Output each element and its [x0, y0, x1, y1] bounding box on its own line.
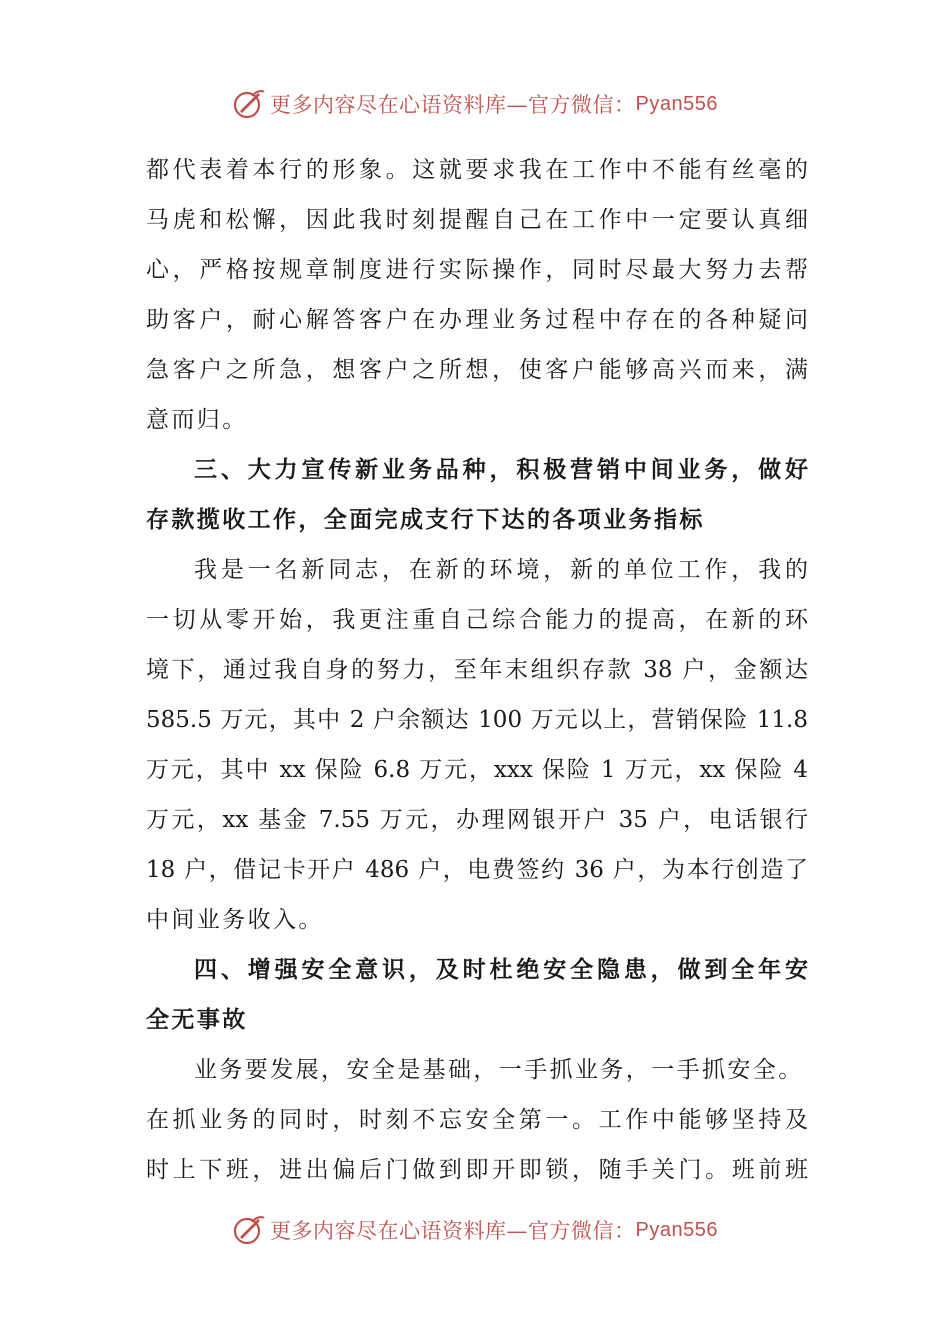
- paragraph-line: 业务要发展，安全是基础，一手抓业务，一手抓安全。: [194, 1057, 804, 1083]
- header-watermark: [0, 84, 950, 124]
- paragraph-line: 心，严格按规章制度进行实际操作，同时尽最大努力去帮: [146, 257, 808, 283]
- paragraph-line: 万元，xx 基金 7.55 万元，办理网银开户 35 户，电话银行: [146, 807, 808, 833]
- paragraph-line: 在抓业务的同时，时刻不忘安全第一。工作中能够坚持及: [146, 1107, 808, 1133]
- paragraph-line: 境下，通过我自身的努力，至年末组织存款 38 户，金额达: [146, 657, 808, 683]
- paragraph-line: 585.5 万元，其中 2 户余额达 100 万元以上，营销保险 11.8: [146, 707, 808, 733]
- paragraph-line: 万元，其中 xx 保险 6.8 万元，xxx 保险 1 万元，xx 保险 4: [146, 757, 808, 783]
- watermark-wechat-id: Pyan556: [635, 1218, 718, 1241]
- paragraph-line: 助客户，耐心解答客户在办理业务过程中存在的各种疑问: [146, 307, 808, 333]
- section-heading: 存款揽收工作，全面完成支行下达的各项业务指标: [146, 507, 705, 533]
- paragraph-line: 中间业务收入。: [146, 907, 324, 933]
- watermark-wechat-id: Pyan556: [635, 92, 718, 115]
- footer-watermark: [0, 1210, 950, 1250]
- paragraph-line: 都代表着本行的形象。这就要求我在工作中不能有丝毫的: [146, 157, 808, 183]
- pen-logo-icon: [232, 87, 266, 121]
- paragraph-line: 一切从零开始，我更注重自己综合能力的提高，在新的环: [146, 607, 808, 633]
- paragraph-line: 马虎和松懈，因此我时刻提醒自己在工作中一定要认真细: [146, 207, 808, 233]
- watermark-text: 更多内容尽在心语资料库—官方微信：: [270, 1219, 636, 1243]
- paragraph-line: 时上下班，进出偏后门做到即开即锁，随手关门。班前班: [146, 1157, 808, 1183]
- section-heading: 三、大力宣传新业务品种，积极营销中间业务，做好: [194, 457, 808, 483]
- section-heading: 四、增强安全意识，及时杜绝安全隐患，做到全年安: [194, 957, 808, 983]
- section-heading: 全无事故: [146, 1007, 248, 1033]
- document-body: [146, 145, 808, 1195]
- paragraph-line: 急客户之所急，想客户之所想，使客户能够高兴而来，满: [146, 357, 808, 383]
- pen-logo-icon: [232, 1213, 266, 1247]
- paragraph-line: 我是一名新同志，在新的环境，新的单位工作，我的: [194, 557, 808, 583]
- watermark-text: 更多内容尽在心语资料库—官方微信：: [270, 93, 636, 117]
- paragraph-line: 意而归。: [146, 407, 248, 433]
- paragraph-line: 18 户，借记卡开户 486 户，电费签约 36 户，为本行创造了: [146, 857, 808, 883]
